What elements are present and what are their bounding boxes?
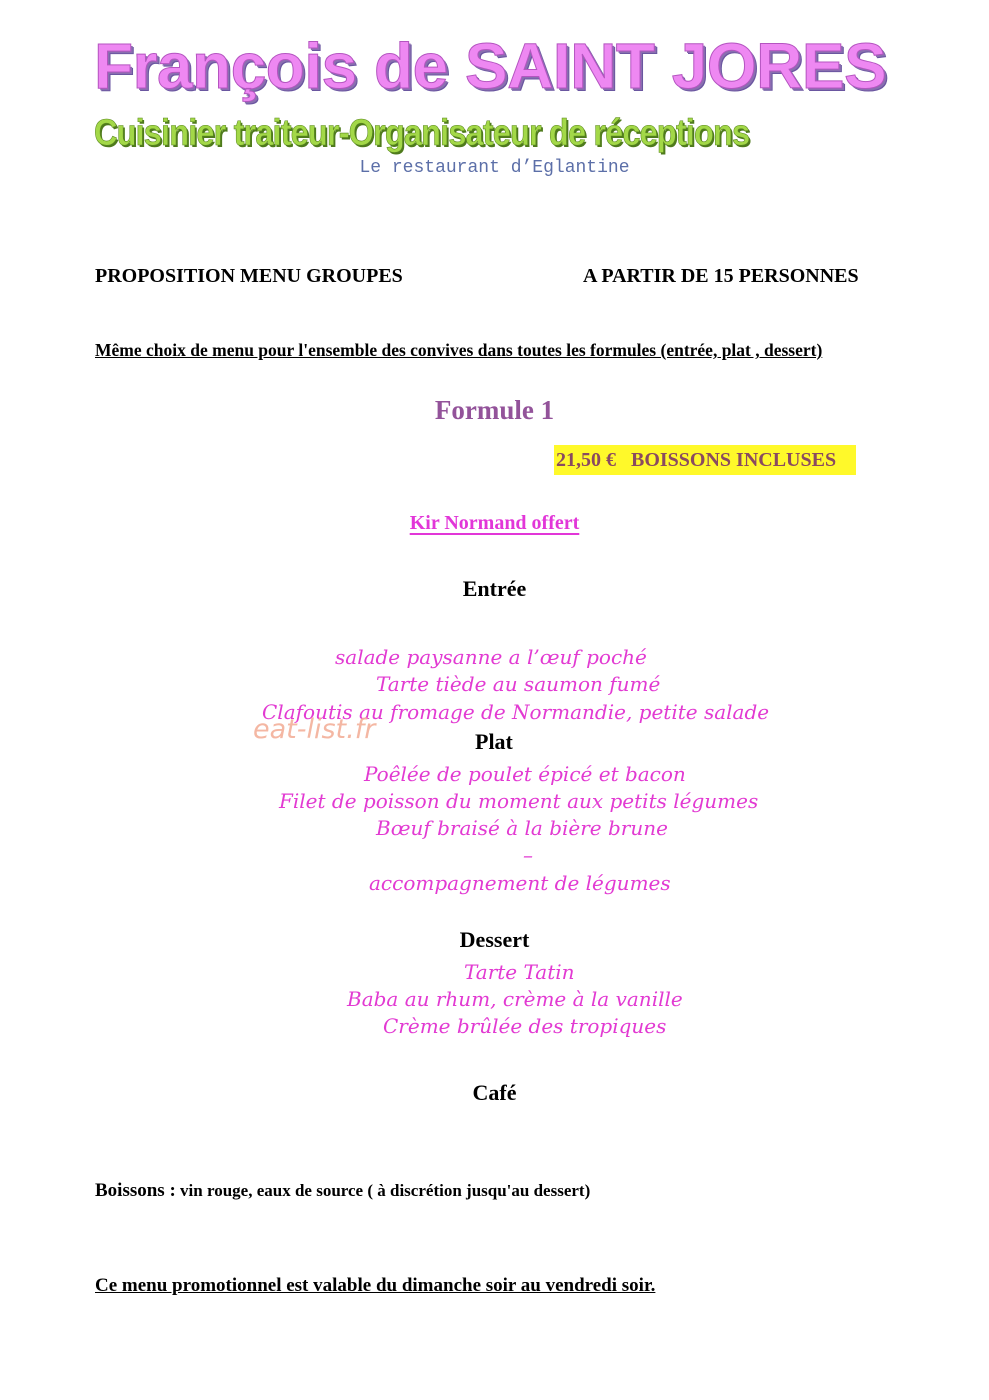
drinks-text: vin rouge, eaux de source ( à discrétion jusqu'au dessert) <box>175 1181 591 1200</box>
validity-note: Ce menu promotionnel est valable du dimanche soir au vendredi soir. <box>95 1275 656 1296</box>
dish-dessert-2: Baba au rhum, crème à la vanille <box>347 987 683 1011</box>
formula-title: Formule 1 <box>434 395 555 425</box>
dish-plat-3: Bœuf braisé à la bière brune <box>376 816 668 840</box>
menu-choice-note: Même choix de menu pour l'ensemble des convives dans toutes les formules (entrée, plat , dessert) <box>95 340 823 360</box>
dish-entree-1: salade paysanne a l’œuf poché <box>335 645 647 669</box>
section-heading-plat: Plat <box>475 729 513 754</box>
watermark-text: eat-list.fr <box>253 714 376 745</box>
chef-role-subtitle: Cuisinier traiteur-Organisateur de réceptions <box>94 112 750 153</box>
dish-plat-separator: – <box>523 843 533 867</box>
dish-plat-side: accompagnement de légumes <box>369 871 671 895</box>
offer-text: Kir Normand offert <box>409 512 580 534</box>
dish-dessert-1: Tarte Tatin <box>464 960 575 984</box>
offer-line <box>0 512 989 535</box>
restaurant-name: Le restaurant d’Eglantine <box>359 158 630 178</box>
formula-price-badge: 21,50 € BOISSONS INCLUSES <box>554 445 856 475</box>
group-size-heading: A PARTIR DE 15 PERSONNES <box>583 265 859 287</box>
section-heading-dessert: Dessert <box>459 927 530 952</box>
menu-proposal-heading: PROPOSITION MENU GROUPES <box>95 265 403 287</box>
section-heading-cafe: Café <box>472 1080 517 1105</box>
dish-dessert-3: Crème brûlée des tropiques <box>383 1014 667 1038</box>
dish-entree-3: Clafoutis au fromage de Normandie, petite salade <box>262 700 770 724</box>
dish-entree-2: Tarte tiède au saumon fumé <box>376 672 661 696</box>
dish-plat-2: Filet de poisson du moment aux petits légumes <box>279 789 759 813</box>
drinks-label: Boissons : <box>95 1180 176 1201</box>
drinks-line <box>95 1180 590 1202</box>
chef-name-title: François de SAINT JORES <box>94 30 887 102</box>
section-heading-entree: Entrée <box>462 576 527 601</box>
dish-plat-1: Poêlée de poulet épicé et bacon <box>364 762 686 786</box>
